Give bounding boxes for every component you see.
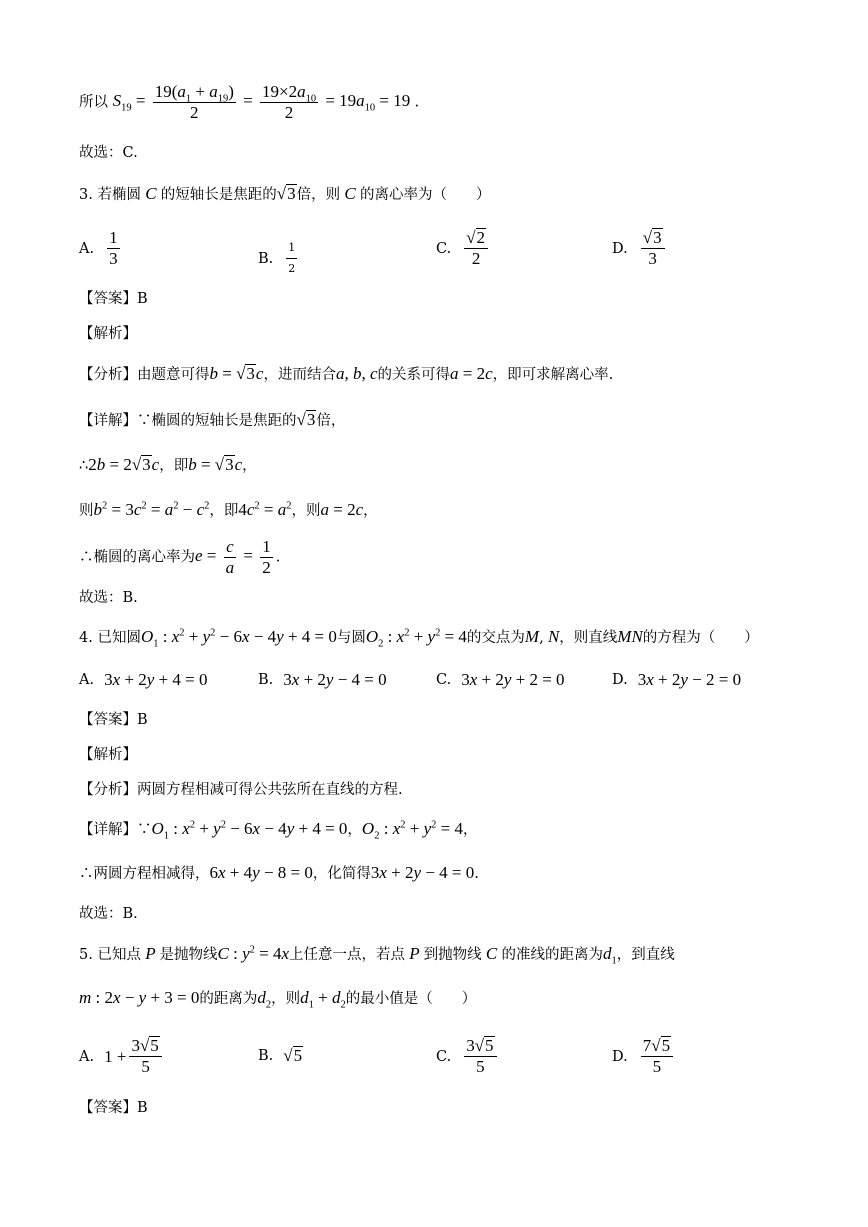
q4-option-a: A. 3x + 2y + 4 = 0	[79, 670, 208, 689]
q3-answer: 【答案】B	[79, 291, 148, 307]
q3-stem: 3. 若椭圆 C 的短轴长是焦距的√3倍，则 C 的离心率为（ ）	[79, 184, 491, 203]
q5-answer: 【答案】B	[79, 1100, 148, 1116]
q3-option-c: C. $\frac{√2}{2}$	[436, 228, 491, 269]
q3-option-b: B. $\frac{1}{2}$	[258, 238, 300, 279]
choose-c-line: 故选：C.	[79, 145, 138, 161]
q4-step: ∴两圆方程相减得，6x + 4y − 8 = 0，化简得3x + 2y − 4 = 0.	[79, 863, 479, 882]
q3-step3: ∴椭圆的离心率为e = $\frac{c}{a}$ = $\frac{1}{2}$ .	[79, 537, 281, 577]
q4-fenxi: 【分析】两圆方程相减可得公共弦所在直线的方程.	[79, 782, 403, 798]
q5-option-d: D. $\frac{7√5}{5}$	[612, 1036, 676, 1077]
q4-choose: 故选：B.	[79, 906, 138, 922]
q3-fenxi: 【分析】由题意可得b = √3c，进而结合a, b, c的关系可得a = 2c，即可求解离心率.	[79, 364, 614, 383]
q4-option-d: D. 3x + 2y − 2 = 0	[612, 670, 742, 689]
q4-stem: 4. 已知圆$O_1$ : $x^2 + y^2 - 6x - 4y + 4 = 0$与圆$O_2$ : $x^2 + y^2 = 4$的交点为M, N，则直线MN的方程为（ ）	[79, 627, 759, 650]
q5-option-b: B. √5	[258, 1046, 303, 1065]
s19-formula: $S_{19}$ = $\frac{19(a_1 + a_{19})}{2}$ = $\frac{19\times 2a_{10}}{2}$ = $19a_{10} = 19$	[112, 82, 415, 122]
q5-option-c: C. $\frac{3√5}{5}$	[436, 1036, 500, 1077]
q3-step1: ∴2b = 2√3c，即b = √3c，	[79, 455, 257, 474]
q4-analysis-label: 【解析】	[79, 747, 137, 763]
q3-analysis-label: 【解析】	[79, 326, 137, 342]
q3-option-d: D. $\frac{√3}{3}$	[612, 228, 668, 269]
q5-stem-line2: m : 2x − y + 3 = 0的距离为$d_2$，则$d_1 + d_2$的最小值是（ ）	[79, 988, 477, 1011]
s19-formula-line: 所以 $S_{19}$ = $\frac{19(a_1 + a_{19})}{2}$ = $\frac{19\times 2a_{10}}{2}$ = $19a_{10} = 19$ .	[79, 82, 420, 122]
q3-step2: 则$b^2 = 3c^2 = a^2 - c^2$，即$4c^2 = a^2$，则a = 2c，	[79, 500, 378, 519]
q4-option-c: C. 3x + 2y + 2 = 0	[436, 670, 565, 689]
q3-option-a: A. $\frac{1}{3}$	[79, 228, 118, 268]
q3-choose: 故选：B.	[79, 590, 138, 606]
q4-option-b: B. 3x + 2y − 4 = 0	[258, 670, 387, 689]
q3-xiangjie: 【详解】∵椭圆的短轴长是焦距的√3倍，	[79, 410, 346, 429]
q4-answer: 【答案】B	[79, 712, 148, 728]
q5-option-a: A. 1 + $\frac{3√5}{5}$	[79, 1036, 165, 1077]
q5-stem: 5. 已知点 P 是抛物线C : $y^2 = 4x$上任意一点，若点 P 到抛物线 C 的准线的距离为$d_1$，到直线	[79, 944, 675, 967]
q4-xiangjie: 【详解】$\because O_1$ : $x^2 + y^2 - 6x - 4y + 4 = 0$，$O_2$ : $x^2 + y^2 = 4$，	[79, 819, 478, 842]
